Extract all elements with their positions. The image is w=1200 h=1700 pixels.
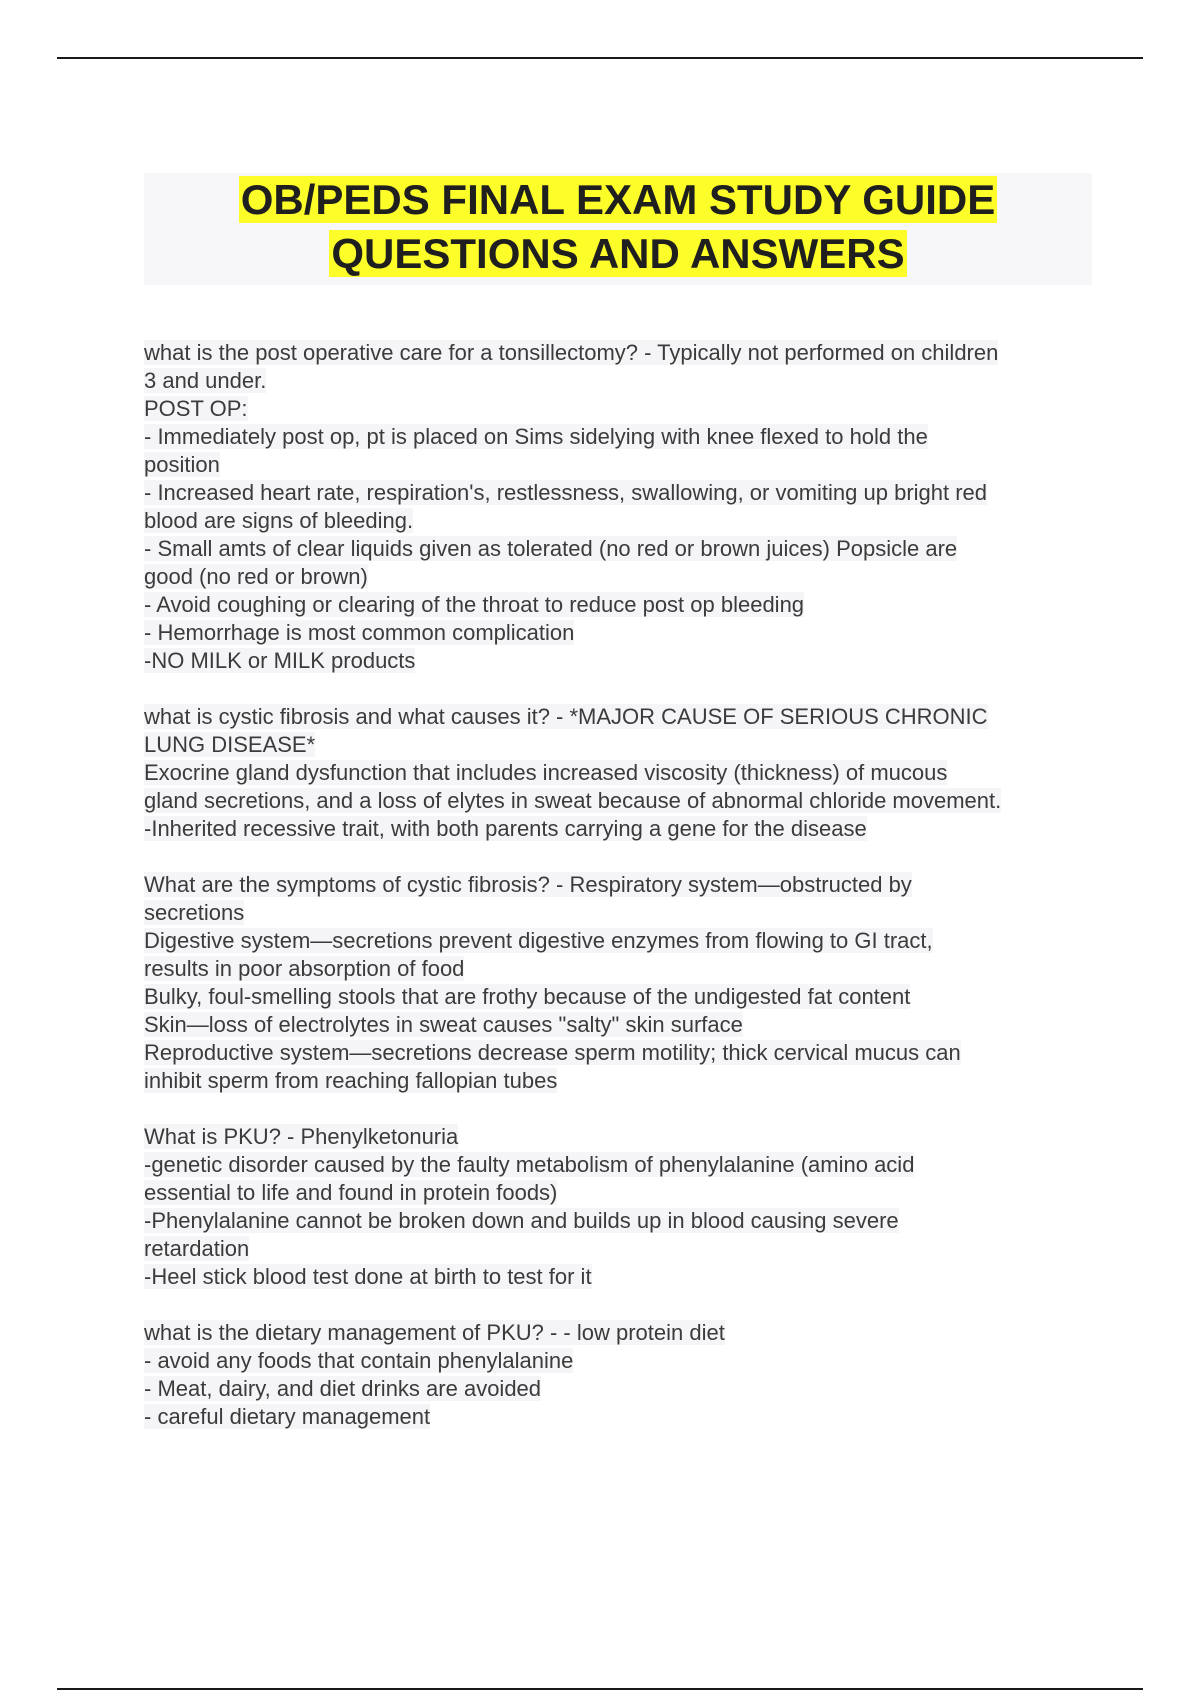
text-line: blood are signs of bleeding.: [144, 508, 414, 533]
text-line: - Increased heart rate, respiration's, restlessness, swallowing, or vomiting up bright red: [144, 480, 988, 505]
text-line: - Hemorrhage is most common complication: [144, 620, 575, 645]
text-line: - avoid any foods that contain phenylalanine: [144, 1348, 574, 1373]
text-line: position: [144, 452, 220, 477]
bottom-rule: [57, 1688, 1143, 1690]
text-line: good (no red or brown): [144, 564, 368, 589]
text-line: - careful dietary management: [144, 1404, 431, 1429]
text-line: Bulky, foul-smelling stools that are frothy because of the undigested fat content: [144, 984, 911, 1009]
document-title: [144, 173, 1092, 285]
text-line: What are the symptoms of cystic fibrosis? - Respiratory system—obstructed by: [144, 872, 912, 897]
title-line: OB/PEDS FINAL EXAM STUDY GUIDE: [240, 176, 996, 223]
text-line: what is the post operative care for a tonsillectomy? - Typically not performed on children: [144, 340, 999, 365]
qa-tonsillectomy: [144, 339, 1092, 675]
text-line: -Phenylalanine cannot be broken down and builds up in blood causing severe: [144, 1208, 899, 1233]
text-line: Skin—loss of electrolytes in sweat causes "salty" skin surface: [144, 1012, 743, 1037]
title-line: QUESTIONS AND ANSWERS: [331, 230, 905, 277]
text-line: -Inherited recessive trait, with both parents carrying a gene for the disease: [144, 816, 867, 841]
qa-pku: [144, 1123, 1092, 1291]
text-line: Reproductive system—secretions decrease sperm motility; thick cervical mucus can: [144, 1040, 961, 1065]
text-line: - Immediately post op, pt is placed on Sims sidelying with knee flexed to hold the: [144, 424, 928, 449]
text-line: essential to life and found in protein foods): [144, 1180, 558, 1205]
text-line: results in poor absorption of food: [144, 956, 465, 981]
text-line: -NO MILK or MILK products: [144, 648, 416, 673]
text-line: secretions: [144, 900, 245, 925]
top-rule: [57, 57, 1143, 59]
qa-cystic-fibrosis-cause: [144, 703, 1092, 843]
text-line: - Avoid coughing or clearing of the throat to reduce post op bleeding: [144, 592, 805, 617]
text-line: gland secretions, and a loss of elytes in sweat because of abnormal chloride movement.: [144, 788, 1002, 813]
text-line: Exocrine gland dysfunction that includes increased viscosity (thickness) of mucous: [144, 760, 948, 785]
text-line: - Meat, dairy, and diet drinks are avoided: [144, 1376, 542, 1401]
text-line: -genetic disorder caused by the faulty metabolism of phenylalanine (amino acid: [144, 1152, 915, 1177]
text-line: what is the dietary management of PKU? - - low protein diet: [144, 1320, 725, 1345]
qa-pku-diet: [144, 1319, 1092, 1431]
text-line: What is PKU? - Phenylketonuria: [144, 1124, 459, 1149]
text-line: LUNG DISEASE*: [144, 732, 316, 757]
text-line: POST OP:: [144, 396, 248, 421]
text-line: Digestive system—secretions prevent digestive enzymes from flowing to GI tract,: [144, 928, 933, 953]
qa-cystic-fibrosis-symptoms: [144, 871, 1092, 1095]
document-body: [144, 339, 1092, 1459]
text-line: what is cystic fibrosis and what causes it? - *MAJOR CAUSE OF SERIOUS CHRONIC: [144, 704, 988, 729]
text-line: inhibit sperm from reaching fallopian tubes: [144, 1068, 558, 1093]
text-line: - Small amts of clear liquids given as tolerated (no red or brown juices) Popsicle are: [144, 536, 958, 561]
text-line: 3 and under.: [144, 368, 267, 393]
text-line: retardation: [144, 1236, 250, 1261]
text-line: -Heel stick blood test done at birth to test for it: [144, 1264, 592, 1289]
